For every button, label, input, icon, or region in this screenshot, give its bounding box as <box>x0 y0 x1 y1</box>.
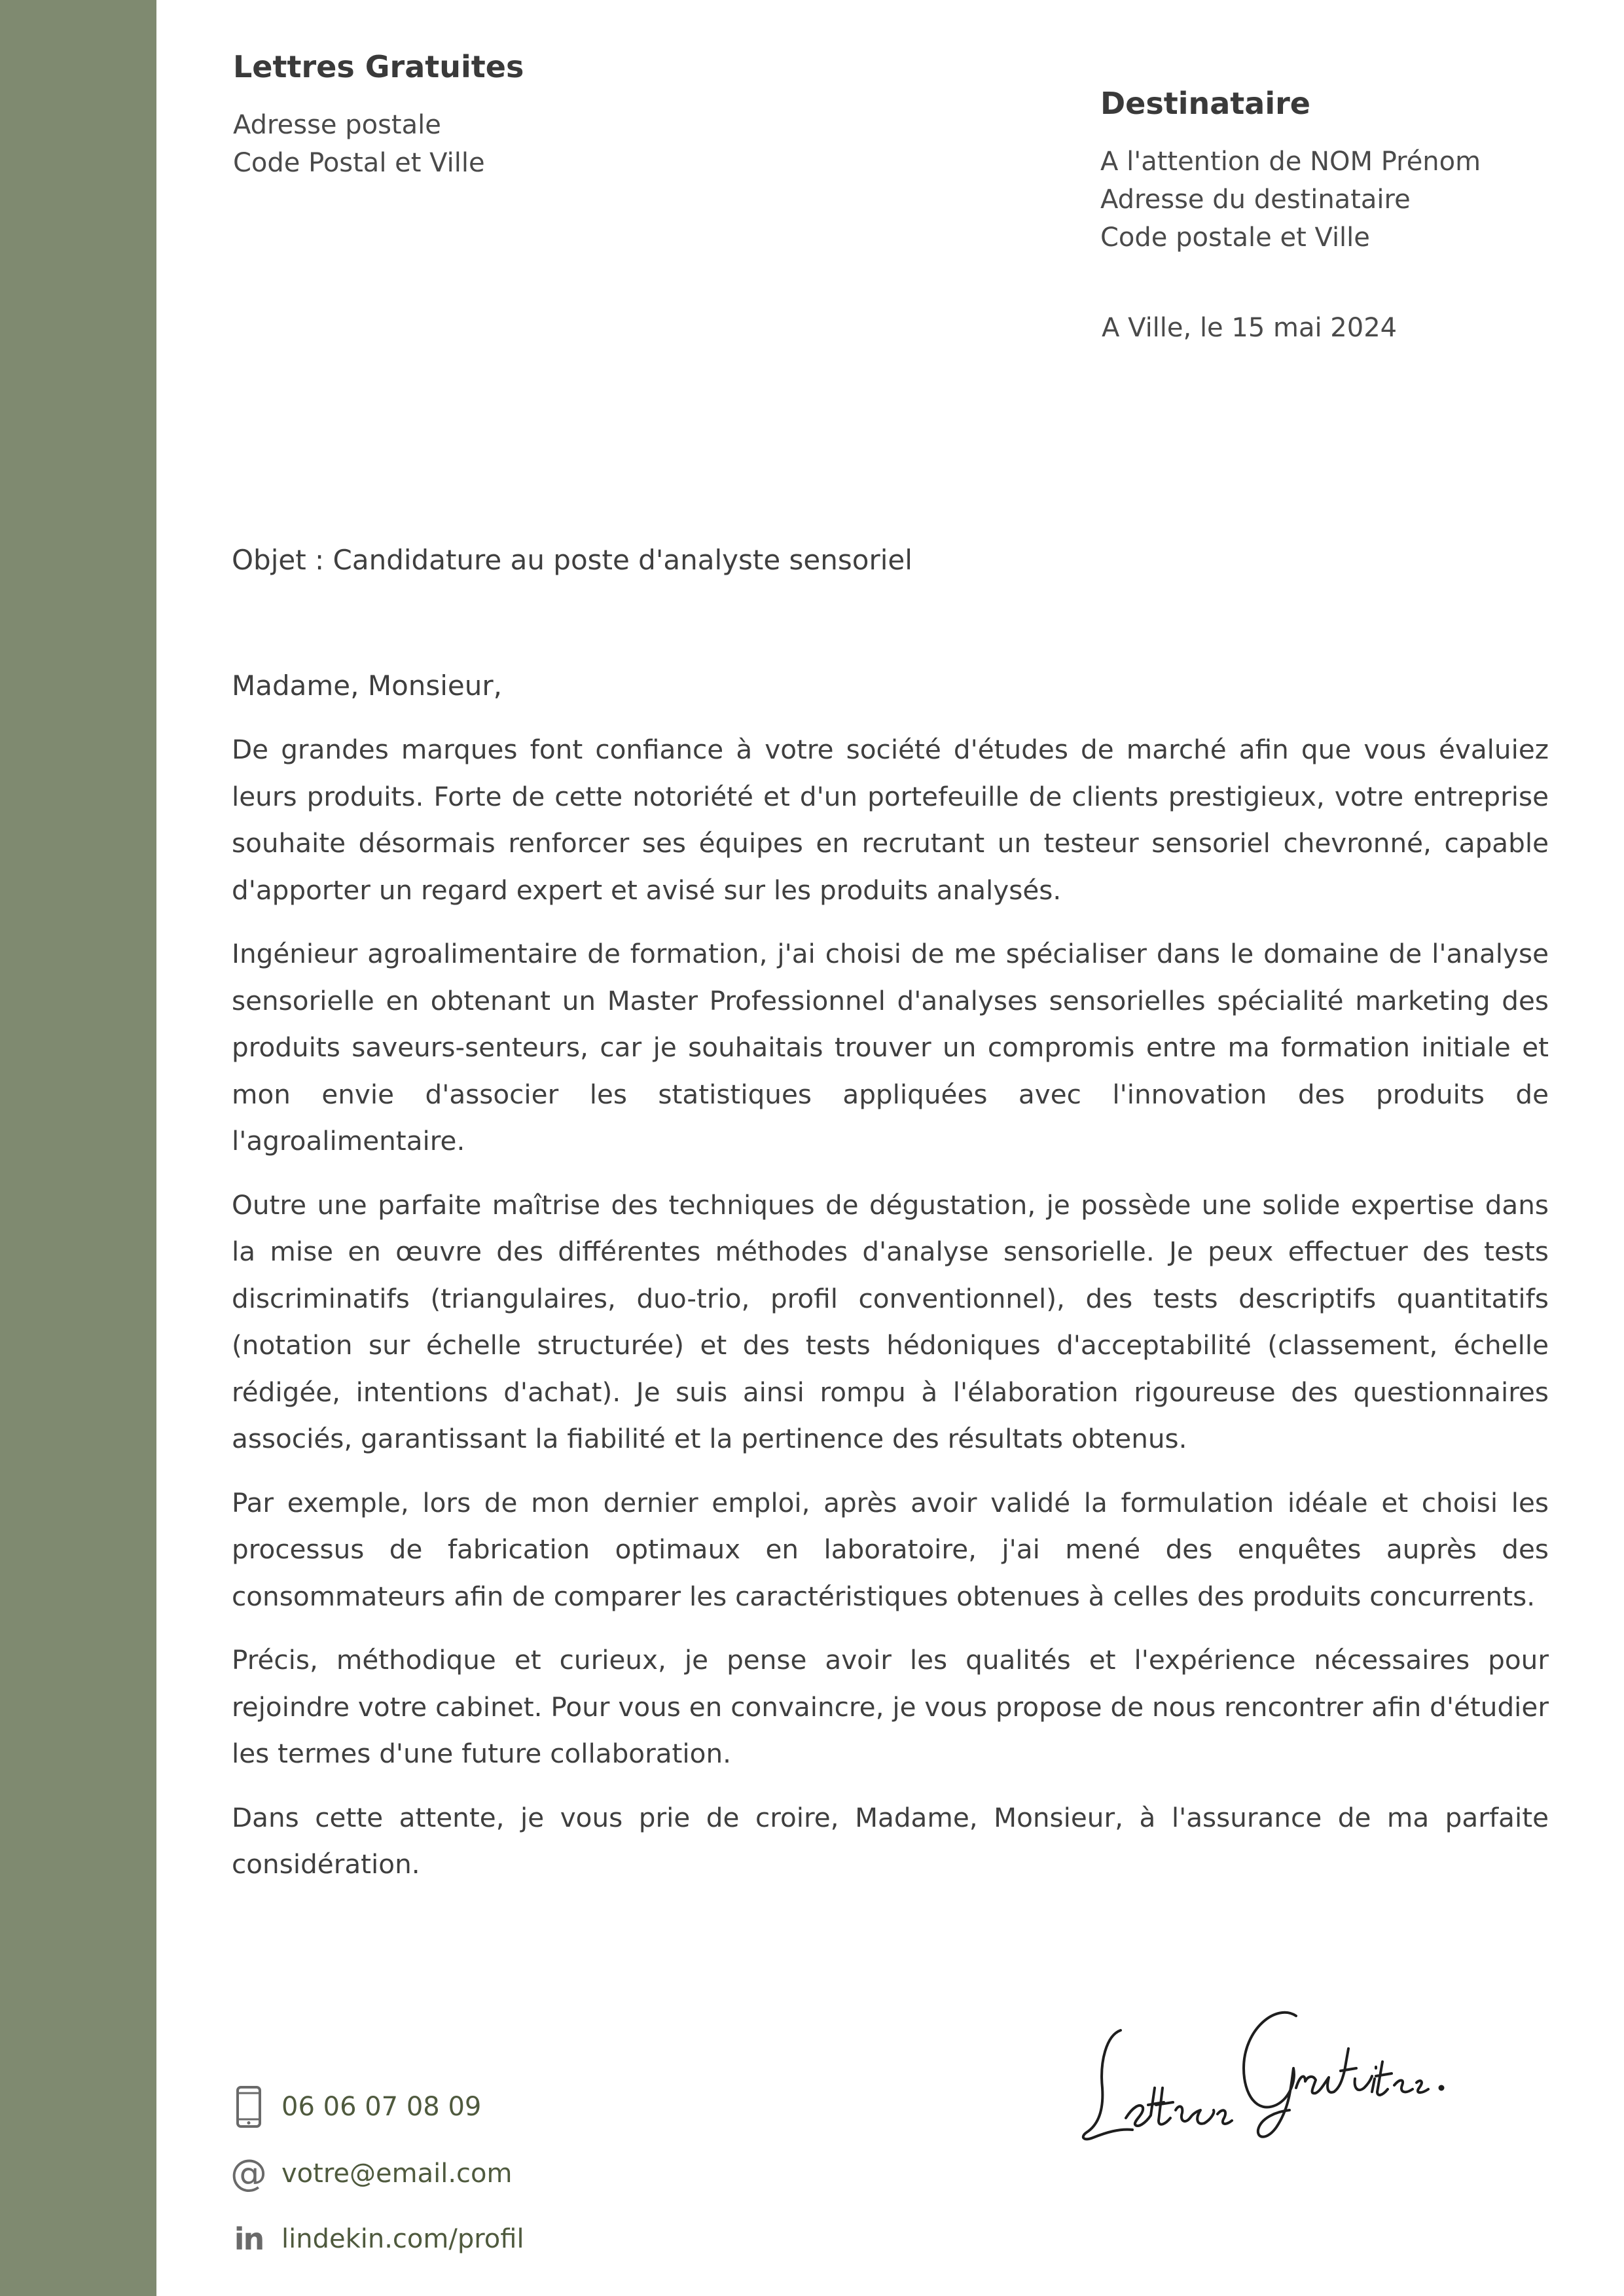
body-paragraph: Par exemple, lors de mon dernier emploi, après avoir validé la formulation idéale et choisi les processus de fabrication optimaux en laboratoire, j'ai mené des enquêtes auprès des consommateurs afin de comparer les caractéristiques obtenues à celles des produits concurrents. <box>232 1486 1549 1612</box>
sender-block <box>233 47 524 182</box>
letter-body <box>232 726 1549 1905</box>
recipient-attention: A l'attention de NOM Prénom <box>1100 147 1481 177</box>
contact-phone[interactable]: 06 06 07 08 09 <box>281 2092 482 2122</box>
recipient-city: Code postale et Ville <box>1100 223 1370 253</box>
recipient-block <box>1100 84 1481 257</box>
letter-date: A Ville, le 15 mai 2024 <box>1102 313 1398 343</box>
phone-icon <box>229 2084 268 2130</box>
linkedin-icon: in <box>234 2221 264 2257</box>
handwritten-signature <box>1080 1990 1460 2147</box>
letter-subject: Objet : Candidature au poste d'analyste sensoriel <box>232 544 912 576</box>
sender-address-line1: Adresse postale <box>233 110 441 140</box>
body-paragraph: Précis, méthodique et curieux, je pense avoir les qualités et l'expérience nécessaires pour rejoindre votre cabinet. Pour vous en convaincre, je vous propose de nous rencontrer afin d'étudier les termes d'une future collaboration. <box>232 1644 1549 1769</box>
body-paragraph: Ingénieur agroalimentaire de formation, j'ai choisi de me spécialiser dans le domaine de l'analyse sensorielle en obtenant un Master Professionnel d'analyses sensorielles spécialité marketing des produits saveurs-senteurs, car je souhaitais trouver un compromis entre ma formation initiale et mon envie d'associer les statistiques appliquées avec l'innovation des produits de l'agroalimentaire. <box>232 938 1549 1157</box>
at-icon: @ <box>230 2152 267 2195</box>
recipient-title: Destinataire <box>1100 86 1310 121</box>
contact-email[interactable]: votre@email.com <box>281 2159 513 2189</box>
sender-address-line2: Code Postal et Ville <box>233 148 485 178</box>
contact-email-row <box>229 2151 687 2197</box>
contact-linkedin[interactable]: lindekin.com/profil <box>281 2224 524 2254</box>
letter-salutation: Madame, Monsieur, <box>232 670 503 702</box>
contact-phone-row <box>229 2084 687 2130</box>
body-paragraph: Outre une parfaite maîtrise des techniques de dégustation, je possède une solide expertise dans la mise en œuvre des différentes méthodes d'analyse sensorielle. Je peux effectuer des tests discriminatifs (triangulaires, duo-trio, profil conventionnel), des tests descriptifs quantitatifs (notation sur échelle structurée) et des tests hédoniques d'acceptabilité (classement, échelle rédigée, intentions d'achat). Je suis ainsi rompu à l'élaboration rigoureuse des questionnaires associés, garantissant la fiabilité et la pertinence des résultats obtenus. <box>232 1189 1549 1454</box>
contact-linkedin-row <box>229 2216 687 2262</box>
sender-name: Lettres Gratuites <box>233 49 524 84</box>
sidebar-band <box>0 0 156 2296</box>
body-paragraph: Dans cette attente, je vous prie de croire, Madame, Monsieur, à l'assurance de ma parfaite considération. <box>232 1801 1549 1880</box>
recipient-address: Adresse du destinataire <box>1100 185 1411 215</box>
body-paragraph: De grandes marques font confiance à votre société d'études de marché afin que vous évaluiez leurs produits. Forte de cette notoriété et d'un portefeuille de clients prestigieux, votre entreprise souhaite désormais renforcer ses équipes en recrutant un testeur sensoriel chevronné, capable d'apporter un regard expert et avisé sur les produits analysés. <box>232 734 1549 906</box>
